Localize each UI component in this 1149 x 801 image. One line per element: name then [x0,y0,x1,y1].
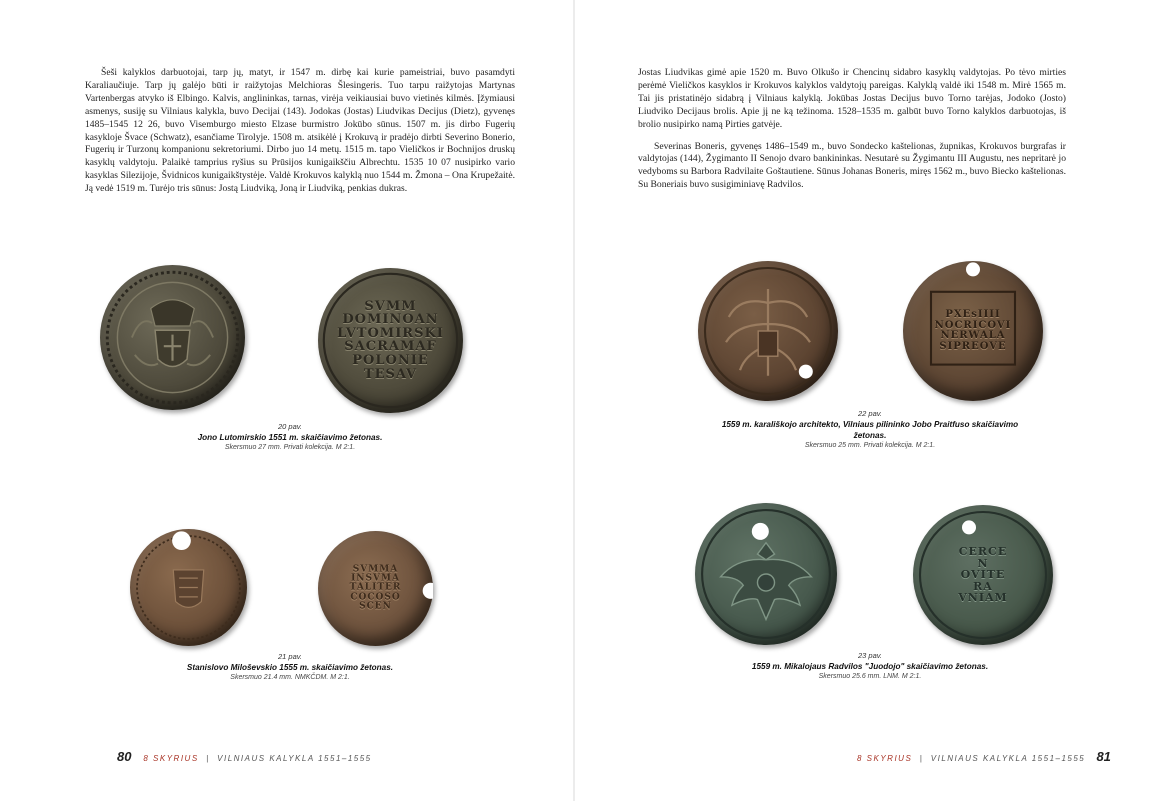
coin-20-obverse-relief [100,265,245,410]
right-body-text [638,67,1066,192]
coin-23-obverse-relief [695,503,837,645]
figure-20-number: 20 pav. [277,422,303,431]
right-page-number: 81 [1096,749,1111,764]
coin-21-reverse [318,531,433,646]
figure-23-caption [705,651,1035,682]
left-page [0,0,574,801]
coin-23-inscription: CERCE N OVITE RA VNIAM [958,545,1008,605]
left-running-head: 8 SKYRIUS | VILNIAUS KALYKLA 1551–1555 [143,754,372,763]
coin-22-obverse-relief [698,261,838,401]
right-paragraph-2: Severinas Boneris, gyvenęs 1486–1549 m., buvo Sondecko kaštelionas, župnikas, Krokuvos burgrafas ir valdytojas (144), Žygimanto II Senojo dvaro bankininkas. Nesutarė su Žygimantu III Augustu, nes nepritarė jo vedyboms su Barbora Radvilaite Goštautiene. Sūnus Johanas Boneris, miręs 1562 m., buvo Biecko kaštelionas. Su Boneriais buvo susigiminiavę Radvilos. [638,140,1066,191]
figure-23-meta: Skersmuo 25.6 mm. LNM. M 2:1. [818,673,922,680]
coin-20-inscription: SVMM DOMINOAN LVTOMIRSKI SACRAMAF POLONIE TESAV [337,298,444,382]
figure-20-caption [150,422,430,453]
coin-22-obverse [698,261,838,401]
coin-20-reverse [318,268,463,413]
coin-22-inscription: PXEsIIII NOCRICOVI NERWALA SIPREOVE [934,309,1012,352]
coin-20-obverse [100,265,245,410]
figure-21-title: Stanislovo Miloševskio 1555 m. skaičiavimo žetonas. [186,663,394,672]
right-chapter-label: 8 SKYRIUS [857,754,913,763]
right-page [575,0,1149,801]
coin-23-reverse [913,505,1053,645]
coin-22-reverse [903,261,1043,401]
left-folio [117,748,372,766]
figure-21-number: 21 pav. [277,652,303,661]
figure-22-meta: Skersmuo 25 mm. Privati kolekcija. M 2:1. [804,442,936,449]
coin-21-inscription: SVMMA INSVMA TALITER COCOSO SCEN [349,563,402,612]
figure-22-caption [705,409,1035,451]
figure-22-number: 22 pav. [857,409,883,418]
right-folio [857,748,1111,766]
left-page-number: 80 [117,749,132,764]
left-chapter-title: VILNIAUS KALYKLA 1551–1555 [217,754,372,763]
right-running-head: 8 SKYRIUS | VILNIAUS KALYKLA 1551–1555 [857,754,1086,763]
coin-23-obverse [695,503,837,645]
figure-21-meta: Skersmuo 21.4 mm. NMKČDM. M 2:1. [230,674,350,681]
right-paragraph-1: Jostas Liudvikas gimė apie 1520 m. Buvo Olkušo ir Chencinų sidabro kasyklų valdytojas. Po tėvo mirties perėmė Vieličkos kasyklos ir Krokuvos kalyklos valdytojų pareigas. Kalyklą valdė iki 1548 m. Mirė 1565 m. Tai jis pristatinėjo sidabrą į Vilniaus kalyklą. Jokūbas Jostas Decijus buvo Torno tarėjas, Jodoko (Josto) Liudviko Decijaus brolis. Apie jį ne ką težinoma. 1528–1535 m. galbūt buvo Torno kalyklos darbuotojas, iš brolio nusipirko namą Pirties gatvėje. [638,67,1066,130]
left-paragraph-1: Šeši kalyklos darbuotojai, tarp jų, matyt, ir 1547 m. dirbę kai kurie pameistriai, buvo pasamdyti Karaliaučiuje. Tarp jų galėjo būti ir raižytojas Melchioras Šlesingeris. Tuo tarpu raižytojas Martynas Vartenbergas atvyko iš Elbingo. Kalvis, anglininkas, tarnas, virėja veikiausiai buvo vietinės kilmės. Įžymiausi asmenys, susiję su Vilniaus kalykla, buvo Decijai (143). Jodokas (Jostas) Liudvikas Decijus (Dietz), gyvenęs 1485–1545 12 26, buvo Visemburgo miesto Elzase burmistro Jokūbo sūnus. 1507 m. jis dirbo Fugerių kasykloje Švace (Schwatz), esančiame Tirolyje. 1508 m. atsikėlė į Krokuvą ir pradėjo dirbti Severino Bonerio, Fugerių ir Turzonų kompanionu sekretoriumi. Dirbo juo 14 metų. 1515 m. tapo Vieličkos ir Bochnijos druskų kasyklų valdytoju. Palaikė tamprius ryšius su Prūsijos kunigaikščiu Albrechtu. 1535 10 07 nusipirko vario kasyklas Silezijoje, Švidnicos kunigaikštystėje. Valdė Krokuvos kalyklą nuo 1544 m. Žmona – Ona Krupežaitė. Ją vedė 1519 m. Turėjo tris sūnus: Jostą Liudviką, Joną ir Liudviką, penkias dukras. [85,67,515,195]
figure-22-title: 1559 m. karališkojo architekto, Vilniaus pilininko Jobo Praitfuso skaičiavimo žetonas. [721,420,1019,440]
figure-20-meta: Skersmuo 27 mm. Privati kolekcija. M 2:1. [224,444,356,451]
left-chapter-label: 8 SKYRIUS [143,754,199,763]
coin-21-obverse [130,529,247,646]
left-body-text [85,67,515,196]
coin-21-obverse-relief [130,529,247,646]
figure-23-title: 1559 m. Mikalojaus Radvilos "Juodojo" skaičiavimo žetonas. [751,662,989,671]
figure-21-caption [140,652,440,683]
figure-23-number: 23 pav. [857,651,883,660]
figure-20-title: Jono Lutomirskio 1551 m. skaičiavimo žetonas. [197,433,383,442]
right-chapter-title: VILNIAUS KALYKLA 1551–1555 [930,754,1086,763]
